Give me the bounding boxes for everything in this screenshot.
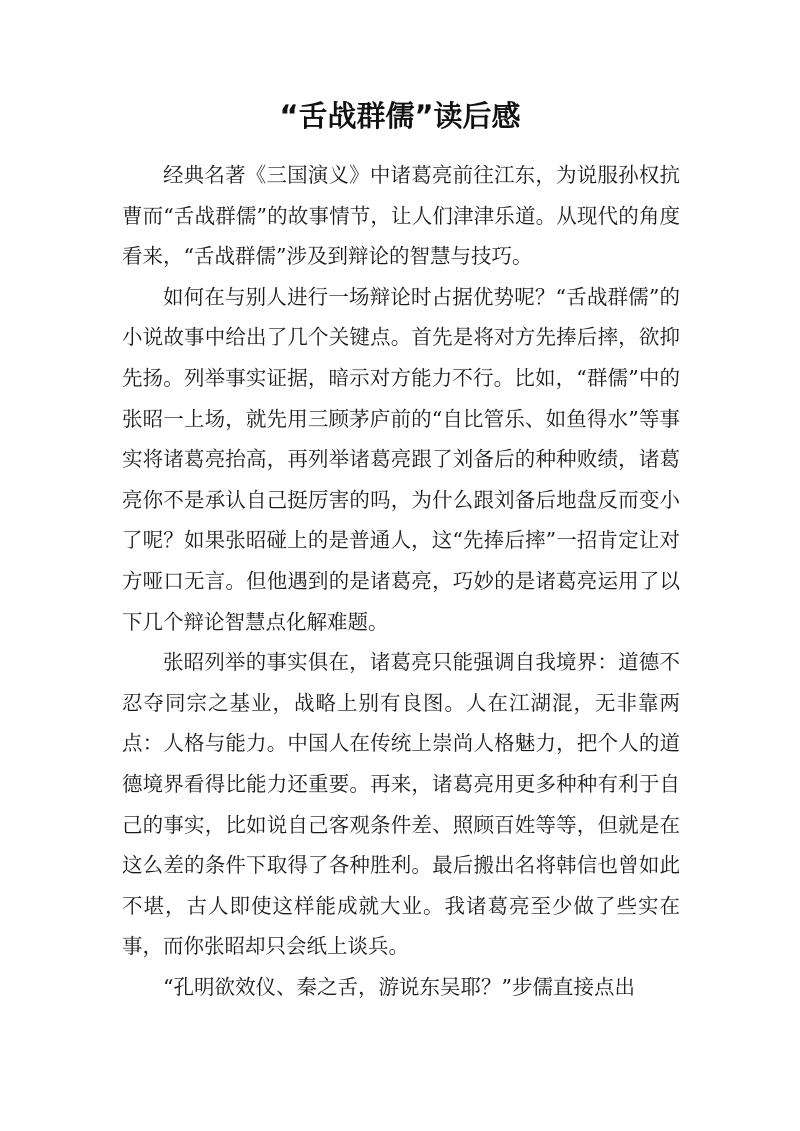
- paragraph-4: “孔明欲效仪、秦之舌，游说东吴耶？”步儒直接点出: [163, 974, 635, 999]
- document-title: “舌战群儒”读后感: [279, 99, 521, 133]
- document-body: [122, 155, 680, 1007]
- paragraph-1: 经典名著《三国演义》中诸葛亮前往江东，为说服孙权抗曹而“舌战群儒”的故事情节，让人们津津乐道。从现代的角度看来，“舌战群儒”涉及到辩论的智慧与技巧。: [122, 163, 680, 269]
- paragraph-2: 如何在与别人进行一场辩论时占据优势呢？“舌战群儒”的小说故事中给出了几个关键点。首先是将对方先捧后摔，欲抑先扬。列举事实证据，暗示对方能力不行。比如，“群儒”中的张昭一上场，就先用三顾茅庐前的“自比管乐、如鱼得水”等事实将诸葛亮抬高，再列举诸葛亮跟了刘备后的种种败绩，诸葛亮你不是承认自己挺厉害的吗，为什么跟刘备后地盘反而变小了呢？如果张昭碰上的是普通人，这“先捧后摔”一招肯定让对方哑口无言。但他遇到的是诸葛亮，巧妙的是诸葛亮运用了以下几个辩论智慧点化解难题。: [122, 284, 680, 634]
- paragraph-3: 张昭列举的事实俱在，诸葛亮只能强调自我境界：道德不忍夺同宗之基业，战略上别有良图。人在江湖混，无非靠两点：人格与能力。中国人在传统上崇尚人格魅力，把个人的道德境界看得比能力还重要。再来，诸葛亮用更多种种有利于自己的事实，比如说自己客观条件差、照顾百姓等等，但就是在这么差的条件下取得了各种胜利。最后搬出名将韩信也曾如此不堪，古人即使这样能成就大业。我诸葛亮至少做了些实在事，而你张昭却只会纸上谈兵。: [122, 650, 680, 959]
